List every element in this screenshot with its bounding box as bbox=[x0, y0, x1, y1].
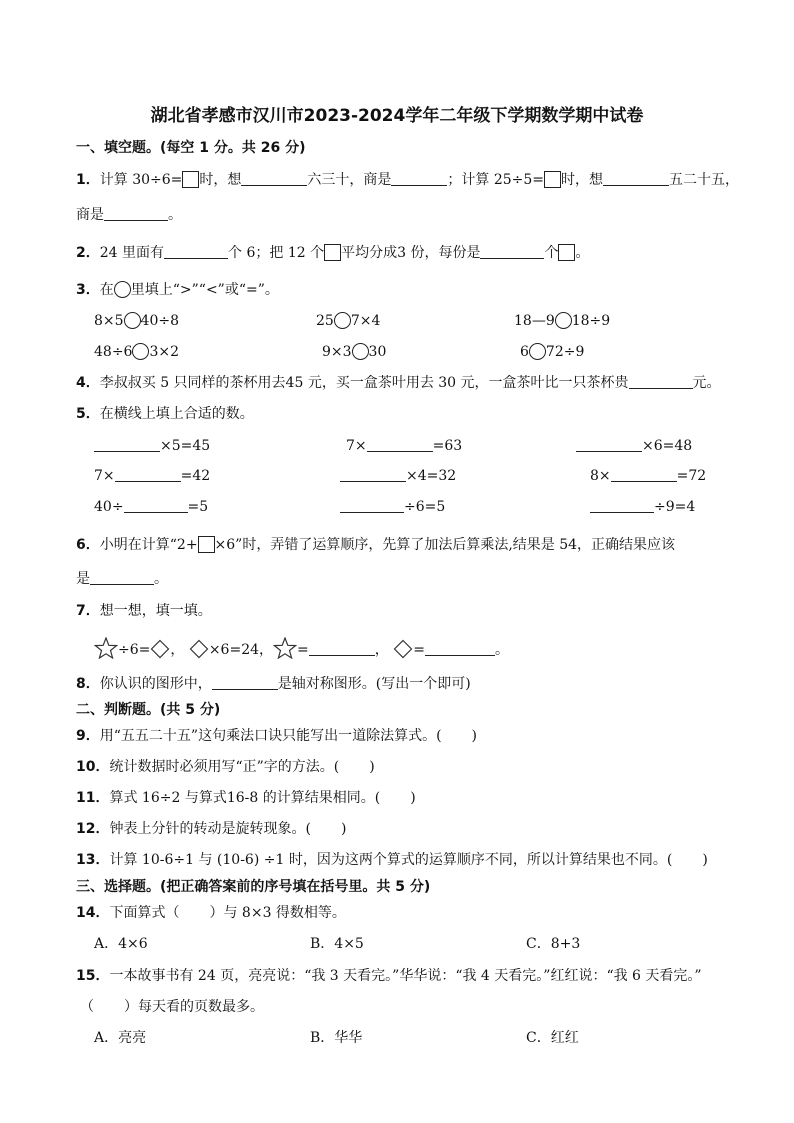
compare-item bbox=[322, 342, 386, 362]
fill-text: ×6=48 bbox=[642, 438, 693, 454]
diamond-icon bbox=[189, 639, 209, 667]
compare-item bbox=[94, 311, 179, 331]
q6-text-d: 。 bbox=[154, 571, 168, 587]
question-6-line-2 bbox=[76, 569, 168, 589]
fill-text: =5 bbox=[187, 499, 209, 515]
option-a[interactable]: A．4×6 bbox=[94, 936, 148, 952]
q7-text: ×6=24， bbox=[208, 642, 274, 658]
compare-right: 7×4 bbox=[350, 313, 381, 329]
option-c[interactable]: C．红红 bbox=[526, 1030, 579, 1046]
question-7-equations bbox=[94, 637, 509, 667]
answer-blank[interactable] bbox=[212, 675, 278, 690]
paren-close: ) bbox=[340, 821, 347, 837]
question-9 bbox=[76, 726, 477, 746]
q8-text-b: 是轴对称图形。(写出一个即可) bbox=[277, 676, 471, 692]
q15-text: 一本故事书有 24 页，亮亮说：“我 3 天看完。”华华说：“我 4 天看完。”红红说：“我 6 天看完。” bbox=[109, 968, 702, 984]
q13-text: 计算 10-6÷1 与 (10-6) ÷1 时，因为这两个算式的运算顺序不同，所以计算结果也不同。( bbox=[109, 852, 673, 868]
q15-text-b: ）每天看的页数最多。 bbox=[124, 999, 264, 1015]
question-number: 14． bbox=[76, 905, 110, 921]
question-14 bbox=[76, 903, 346, 923]
compare-circle[interactable] bbox=[132, 343, 149, 360]
fill-text: =72 bbox=[676, 468, 707, 484]
q3-text-b: 里填上“>”“<”或“=”。 bbox=[130, 282, 279, 298]
fill-text: 40÷ bbox=[94, 499, 124, 515]
option-c[interactable]: C．8+3 bbox=[526, 936, 581, 952]
q2-text-e: 。 bbox=[575, 245, 590, 261]
compare-item bbox=[316, 311, 380, 331]
q10-text: 统计数据时必须用写“正”字的方法。( bbox=[109, 759, 340, 775]
answer-blank[interactable] bbox=[576, 437, 642, 452]
answer-box[interactable] bbox=[544, 171, 561, 188]
question-number: 1． bbox=[76, 172, 100, 188]
fill-text: =42 bbox=[180, 468, 211, 484]
q1-text-e: 时，想 bbox=[561, 172, 604, 188]
fill-item bbox=[340, 466, 456, 486]
option-b[interactable]: B．4×5 bbox=[310, 936, 364, 952]
page-title: 湖北省孝感市汉川市2023-2024学年二年级下学期数学期中试卷 bbox=[150, 106, 644, 126]
compare-circle[interactable] bbox=[352, 343, 369, 360]
question-number: 3． bbox=[76, 282, 100, 298]
fill-text: 8× bbox=[590, 468, 611, 484]
compare-left: 48÷6 bbox=[94, 344, 133, 360]
q7-text: 。 bbox=[494, 642, 509, 658]
q7-text: ÷6= bbox=[118, 642, 151, 658]
compare-right: 18÷9 bbox=[571, 313, 611, 329]
q2-text-c: 平均分成3 份，每份是 bbox=[341, 245, 481, 261]
answer-box[interactable] bbox=[558, 244, 575, 261]
question-15-line-1 bbox=[76, 966, 702, 986]
fill-item bbox=[94, 436, 210, 456]
answer-blank[interactable] bbox=[391, 171, 447, 186]
paren-close: ) bbox=[471, 728, 477, 744]
question-10 bbox=[76, 757, 375, 777]
fill-item bbox=[94, 497, 208, 517]
question-number: 10． bbox=[76, 759, 110, 775]
answer-blank[interactable] bbox=[340, 498, 404, 513]
answer-box[interactable] bbox=[324, 244, 341, 261]
fill-item bbox=[340, 497, 445, 517]
compare-right: 30 bbox=[368, 344, 387, 360]
question-number: 4． bbox=[76, 375, 100, 391]
q7-text: = bbox=[297, 642, 309, 658]
paren-close: ) bbox=[702, 852, 708, 868]
fill-item bbox=[576, 436, 692, 456]
diamond-icon bbox=[150, 639, 170, 667]
answer-blank[interactable] bbox=[425, 641, 495, 656]
question-number: 11． bbox=[76, 790, 110, 806]
compare-left: 25 bbox=[316, 313, 334, 329]
q1-text-g: 商是 bbox=[76, 207, 104, 223]
question-1-line-1 bbox=[76, 170, 739, 190]
q2-text-d: 个 bbox=[544, 245, 559, 261]
answer-blank[interactable] bbox=[241, 171, 307, 186]
compare-right: 40÷8 bbox=[140, 313, 179, 329]
answer-box[interactable] bbox=[198, 536, 215, 553]
q4-text: 李叔叔买 5 只同样的茶杯用去45 元，买一盒茶叶用去 30 元，一盒茶叶比一只茶杯贵 bbox=[99, 375, 629, 391]
answer-blank[interactable] bbox=[590, 498, 654, 513]
compare-circle[interactable] bbox=[334, 312, 351, 329]
question-1-line-2 bbox=[76, 205, 182, 225]
compare-item bbox=[94, 342, 179, 362]
compare-left: 6 bbox=[520, 344, 529, 360]
star-icon bbox=[94, 637, 118, 667]
option-a[interactable]: A．亮亮 bbox=[94, 1030, 147, 1046]
fill-item bbox=[94, 466, 210, 486]
q7-text: ， bbox=[374, 642, 389, 658]
option-b[interactable]: B．华华 bbox=[310, 1030, 363, 1046]
question-3 bbox=[76, 280, 279, 300]
question-number: 5． bbox=[76, 406, 100, 422]
fill-text: 7× bbox=[94, 468, 115, 484]
q12-text: 钟表上分针的转动是旋转现象。( bbox=[109, 821, 311, 837]
fill-text: ×4=32 bbox=[406, 468, 457, 484]
question-8 bbox=[76, 674, 471, 694]
answer-blank[interactable] bbox=[115, 467, 181, 482]
q1-text-f: 五二十五， bbox=[669, 172, 740, 188]
answer-blank[interactable] bbox=[124, 498, 188, 513]
answer-blank[interactable] bbox=[611, 467, 677, 482]
q5-text: 在横线上填上合适的数。 bbox=[99, 406, 254, 422]
compare-item bbox=[514, 311, 610, 331]
q6-text-a: 小明在计算“2+ bbox=[99, 537, 198, 553]
q7-text: = bbox=[413, 642, 425, 658]
q15-paren-open: （ bbox=[80, 999, 94, 1015]
paren-close: ) bbox=[369, 759, 375, 775]
star-icon bbox=[273, 637, 297, 667]
q9-text: 用“五五二十五”这句乘法口诀只能写出一道除法算式。( bbox=[99, 728, 442, 744]
fill-text: ÷9=4 bbox=[654, 499, 696, 515]
fill-item bbox=[590, 466, 706, 486]
circle-icon bbox=[114, 281, 131, 298]
q1-text-a: 计算 30÷6= bbox=[99, 172, 183, 188]
paren-close: ) bbox=[410, 790, 416, 806]
compare-right: 3×2 bbox=[149, 344, 179, 360]
answer-blank[interactable] bbox=[603, 171, 669, 186]
q1-text-b: 时，想 bbox=[199, 172, 242, 188]
section-1-heading: 一、填空题。(每空 1 分。共 26 分) bbox=[76, 140, 306, 156]
answer-blank[interactable] bbox=[104, 206, 168, 221]
answer-box[interactable] bbox=[182, 171, 199, 188]
q1-text-d: ；计算 25÷5= bbox=[447, 172, 545, 188]
fill-text: ÷6=5 bbox=[404, 499, 446, 515]
question-11 bbox=[76, 788, 416, 808]
q7-text: 想一想，填一填。 bbox=[99, 603, 212, 619]
q1-text-h: 。 bbox=[168, 207, 182, 223]
answer-blank[interactable] bbox=[309, 641, 375, 656]
q3-text-a: 在 bbox=[99, 282, 114, 298]
q6-text-c: 是 bbox=[76, 571, 90, 587]
question-5 bbox=[76, 404, 254, 424]
section-2-heading: 二、判断题。(共 5 分) bbox=[76, 702, 221, 718]
question-number: 6． bbox=[76, 537, 100, 553]
compare-item bbox=[520, 342, 584, 362]
question-7 bbox=[76, 601, 212, 621]
q1-text-c: 六三十，商是 bbox=[307, 172, 392, 188]
compare-circle[interactable] bbox=[555, 312, 572, 329]
fill-text: =63 bbox=[432, 438, 463, 454]
question-15-line-2 bbox=[80, 997, 264, 1017]
q6-text-b: ×6”时，弄错了运算顺序，先算了加法后算乘法,结果是 54，正确结果应该 bbox=[214, 537, 676, 553]
fill-text: ×5=45 bbox=[160, 438, 211, 454]
answer-blank[interactable] bbox=[480, 244, 544, 259]
question-4 bbox=[76, 373, 721, 393]
question-2 bbox=[76, 243, 589, 263]
question-number: 15． bbox=[76, 968, 110, 984]
q11-text: 算式 16÷2 与算式16-8 的计算结果相同。( bbox=[109, 790, 381, 806]
q4-unit: 元。 bbox=[692, 375, 721, 391]
q14-text-b: ）与 8×3 得数相等。 bbox=[209, 905, 346, 921]
question-number: 9． bbox=[76, 728, 100, 744]
diamond-icon bbox=[393, 639, 413, 667]
answer-blank[interactable] bbox=[340, 467, 406, 482]
section-3-heading: 三、选择题。(把正确答案前的序号填在括号里。共 5 分) bbox=[76, 879, 431, 895]
answer-blank[interactable] bbox=[94, 437, 160, 452]
question-number: 12． bbox=[76, 821, 110, 837]
q7-text: ， bbox=[170, 642, 185, 658]
compare-right: 72÷9 bbox=[545, 344, 585, 360]
answer-blank[interactable] bbox=[367, 437, 433, 452]
q2-text-b: 个 6；把 12 个 bbox=[228, 245, 325, 261]
question-13 bbox=[76, 850, 708, 870]
compare-left: 18—9 bbox=[514, 313, 555, 329]
q14-text-a: 下面算式（ bbox=[109, 905, 180, 921]
compare-circle[interactable] bbox=[124, 312, 141, 329]
question-number: 13． bbox=[76, 852, 110, 868]
compare-left: 9×3 bbox=[322, 344, 352, 360]
q2-text-a: 24 里面有 bbox=[99, 245, 165, 261]
question-number: 8． bbox=[76, 676, 100, 692]
question-12 bbox=[76, 819, 346, 839]
answer-blank[interactable] bbox=[90, 570, 154, 585]
answer-blank[interactable] bbox=[629, 374, 693, 389]
fill-item bbox=[346, 436, 462, 456]
fill-text: 7× bbox=[346, 438, 367, 454]
fill-item bbox=[590, 497, 695, 517]
compare-circle[interactable] bbox=[529, 343, 546, 360]
answer-blank[interactable] bbox=[164, 244, 228, 259]
compare-left: 8×5 bbox=[94, 313, 124, 329]
question-number: 2． bbox=[76, 245, 100, 261]
q8-text-a: 你认识的图形中， bbox=[99, 676, 212, 692]
question-6-line-1 bbox=[76, 535, 675, 555]
question-number: 7． bbox=[76, 603, 100, 619]
